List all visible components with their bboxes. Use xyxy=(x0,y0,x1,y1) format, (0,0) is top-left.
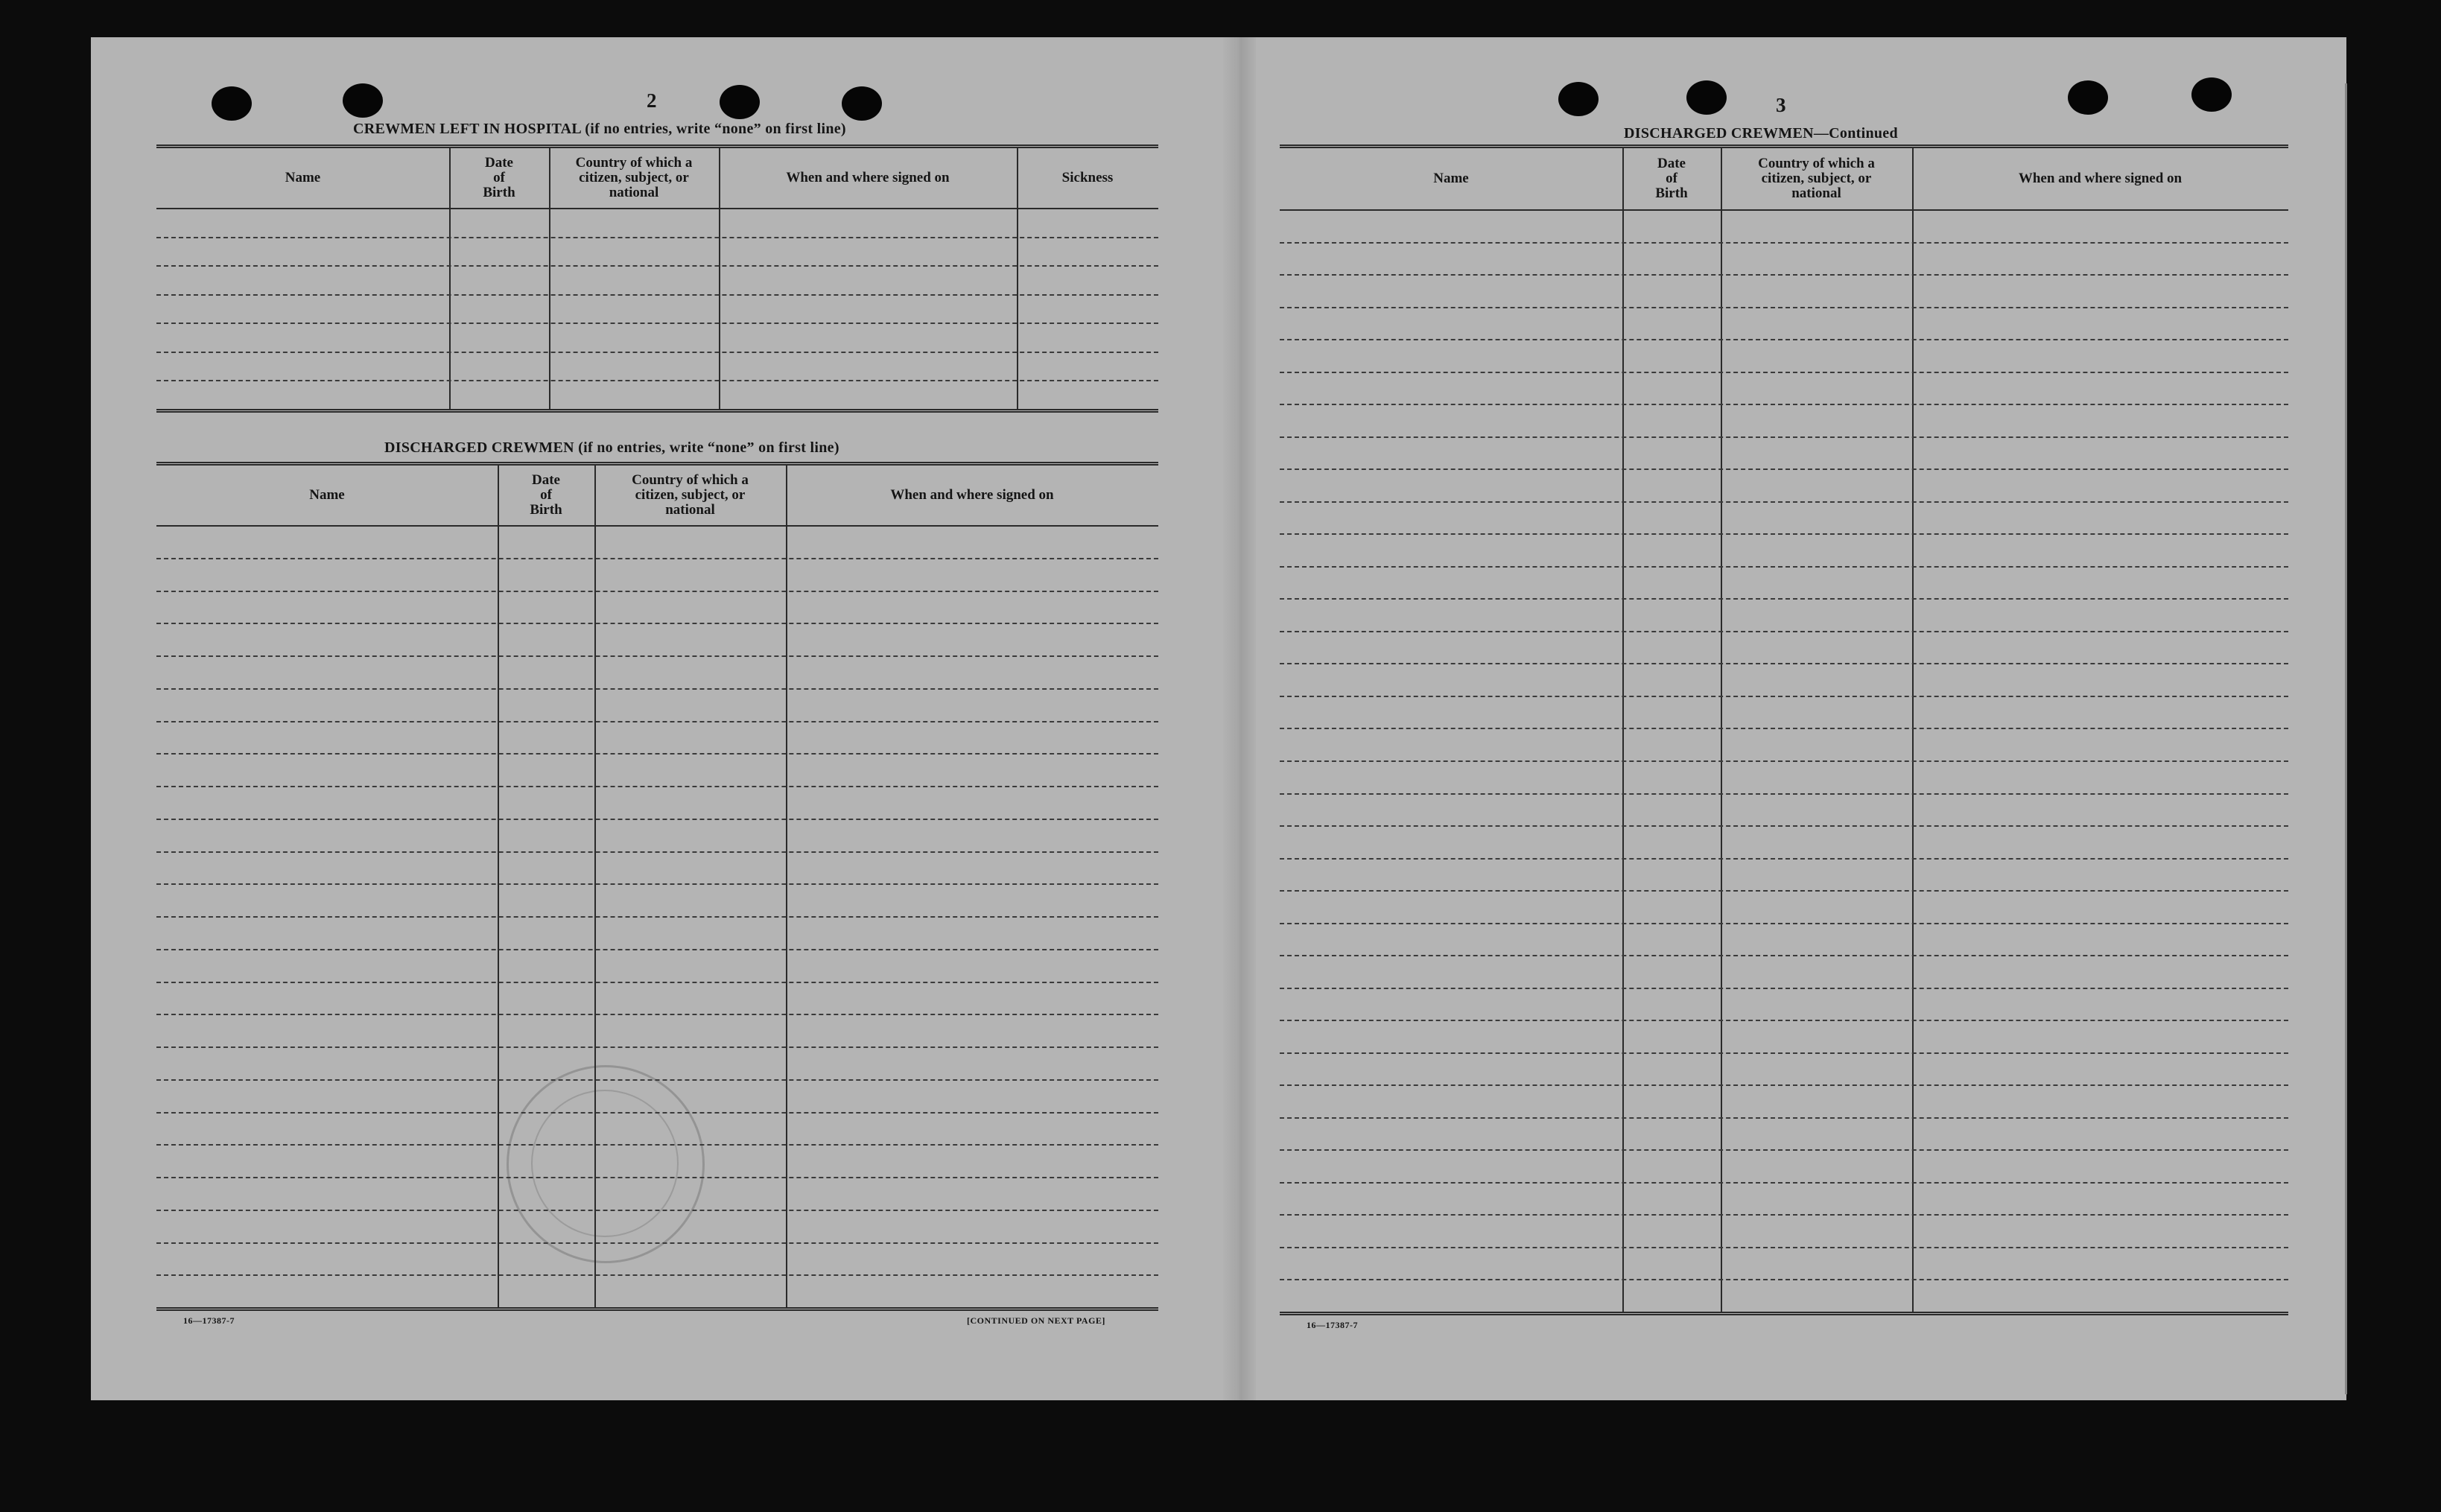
table-row[interactable] xyxy=(156,237,1158,238)
table-row[interactable] xyxy=(1280,274,2288,276)
column-header-line: of xyxy=(1666,171,1677,186)
table-row[interactable] xyxy=(1280,1214,2288,1216)
column-header-signed xyxy=(1912,148,2288,209)
binder-hole xyxy=(2068,80,2108,115)
table-row[interactable] xyxy=(156,294,1158,296)
table-row[interactable] xyxy=(1280,825,2288,827)
column-header-dob xyxy=(498,466,594,525)
column-header-country xyxy=(594,466,786,525)
column-header-line: Date xyxy=(532,472,560,488)
column-header-country xyxy=(549,148,719,208)
column-header-line: Name xyxy=(1433,171,1469,186)
column-header-line: Date xyxy=(1657,156,1686,171)
column-header-line: When and where signed on xyxy=(2018,171,2183,186)
table-row[interactable] xyxy=(1280,533,2288,535)
column-header-line: Country of which a xyxy=(632,472,749,488)
discharged-table xyxy=(156,462,1158,1311)
table-row[interactable] xyxy=(156,721,1158,722)
table-row[interactable] xyxy=(156,265,1158,267)
column-header-line: of xyxy=(540,487,552,503)
table-row[interactable] xyxy=(156,1274,1158,1276)
table-row[interactable] xyxy=(1280,1084,2288,1086)
column-header-country xyxy=(1721,148,1912,209)
table-row[interactable] xyxy=(156,1112,1158,1114)
page-fold xyxy=(1223,37,1256,1400)
table-header xyxy=(156,466,1158,527)
column-header-line: of xyxy=(493,170,505,185)
table-row[interactable] xyxy=(156,786,1158,787)
table-header xyxy=(1280,148,2288,211)
table-row[interactable] xyxy=(1280,307,2288,308)
table-body xyxy=(156,525,1158,1307)
column-header-line: Birth xyxy=(483,185,515,200)
table-row[interactable] xyxy=(1280,1247,2288,1248)
binder-hole xyxy=(212,86,252,121)
column-header-line: Name xyxy=(309,487,345,503)
column-header-line: national xyxy=(1791,185,1841,201)
table-row[interactable] xyxy=(1280,598,2288,600)
table-row[interactable] xyxy=(156,1242,1158,1244)
column-header-line: citizen, subject, or xyxy=(635,487,746,503)
hospital-table xyxy=(156,144,1158,413)
table-row[interactable] xyxy=(1280,663,2288,664)
column-header-line: national xyxy=(609,185,659,200)
binder-hole xyxy=(1686,80,1727,115)
discharged-continued-title: DISCHARGED CREWMEN—Continued xyxy=(1624,125,1898,142)
table-row[interactable] xyxy=(156,352,1158,353)
table-row[interactable] xyxy=(156,655,1158,657)
column-header-line: When and where signed on xyxy=(786,170,950,185)
column-header-name xyxy=(1280,148,1622,209)
table-row[interactable] xyxy=(1280,923,2288,924)
table-row[interactable] xyxy=(1280,1020,2288,1021)
table-row[interactable] xyxy=(156,982,1158,983)
page-number-right: 3 xyxy=(1776,94,1786,116)
binder-hole xyxy=(1558,82,1599,116)
table-row[interactable] xyxy=(1280,1149,2288,1151)
table-row[interactable] xyxy=(1280,1117,2288,1119)
hospital-section-title: CREWMEN LEFT IN HOSPITAL (if no entries, write “none” on first line) xyxy=(353,121,846,137)
table-row[interactable] xyxy=(156,883,1158,885)
table-row[interactable] xyxy=(1280,242,2288,244)
column-header-line: Name xyxy=(285,170,321,185)
table-row[interactable] xyxy=(156,688,1158,690)
table-row[interactable] xyxy=(1280,1182,2288,1184)
table-row[interactable] xyxy=(1280,760,2288,762)
table-row[interactable] xyxy=(156,323,1158,324)
table-row[interactable] xyxy=(1280,793,2288,795)
binder-hole xyxy=(2191,77,2232,112)
column-header-signed xyxy=(719,148,1017,208)
table-row[interactable] xyxy=(156,1079,1158,1081)
table-row[interactable] xyxy=(1280,955,2288,956)
page-number-left: 2 xyxy=(647,89,657,112)
binder-hole xyxy=(343,83,383,118)
table-header xyxy=(156,148,1158,209)
table-row[interactable] xyxy=(156,1177,1158,1178)
table-row[interactable] xyxy=(156,623,1158,624)
binder-hole xyxy=(842,86,882,121)
page-edge xyxy=(2345,83,2347,1394)
continued-note: [CONTINUED ON NEXT PAGE] xyxy=(967,1315,1105,1326)
table-row[interactable] xyxy=(1280,988,2288,989)
table-row[interactable] xyxy=(156,851,1158,853)
discharged-continued-table xyxy=(1280,144,2288,1315)
binder-hole xyxy=(720,85,760,119)
table-row[interactable] xyxy=(156,1046,1158,1048)
form-number-left: 16—17387-7 xyxy=(183,1315,235,1326)
table-row[interactable] xyxy=(1280,1052,2288,1054)
table-row[interactable] xyxy=(1280,339,2288,340)
table-row[interactable] xyxy=(156,949,1158,950)
column-header-line: national xyxy=(665,502,715,518)
column-header-name xyxy=(156,148,449,208)
table-row[interactable] xyxy=(156,1014,1158,1015)
column-header-dob xyxy=(449,148,549,208)
column-header-line: Country of which a xyxy=(575,155,693,171)
column-header-line: When and where signed on xyxy=(890,487,1054,503)
table-row[interactable] xyxy=(1280,631,2288,632)
column-header-line: citizen, subject, or xyxy=(579,170,689,185)
table-row[interactable] xyxy=(1280,728,2288,729)
column-header-sickness xyxy=(1017,148,1158,208)
table-row[interactable] xyxy=(1280,501,2288,503)
column-header-line: Sickness xyxy=(1061,170,1114,185)
column-header-signed xyxy=(786,466,1158,525)
column-header-name xyxy=(156,466,498,525)
table-row[interactable] xyxy=(1280,468,2288,470)
table-row[interactable] xyxy=(1280,890,2288,892)
table-row[interactable] xyxy=(1280,372,2288,373)
table-row[interactable] xyxy=(156,591,1158,592)
column-header-line: Birth xyxy=(530,502,562,518)
table-row[interactable] xyxy=(1280,858,2288,860)
column-header-line: Birth xyxy=(1655,185,1688,201)
table-row[interactable] xyxy=(1280,566,2288,568)
table-row[interactable] xyxy=(156,1144,1158,1146)
column-header-line: Date xyxy=(485,155,513,171)
table-row[interactable] xyxy=(156,558,1158,559)
table-row[interactable] xyxy=(156,380,1158,381)
table-body xyxy=(1280,209,2288,1312)
table-row[interactable] xyxy=(1280,436,2288,438)
table-row[interactable] xyxy=(1280,1279,2288,1280)
table-row[interactable] xyxy=(156,753,1158,755)
table-row[interactable] xyxy=(156,916,1158,918)
table-row[interactable] xyxy=(1280,696,2288,697)
discharged-section-title: DISCHARGED CREWMEN (if no entries, write “none” on first line) xyxy=(384,439,839,456)
table-body xyxy=(156,208,1158,409)
table-row[interactable] xyxy=(156,819,1158,820)
form-number-right: 16—17387-7 xyxy=(1307,1320,1358,1330)
column-header-line: Country of which a xyxy=(1758,156,1875,171)
column-header-line: citizen, subject, or xyxy=(1761,171,1872,186)
column-header-dob xyxy=(1622,148,1721,209)
table-row[interactable] xyxy=(1280,404,2288,405)
table-row[interactable] xyxy=(156,1210,1158,1211)
